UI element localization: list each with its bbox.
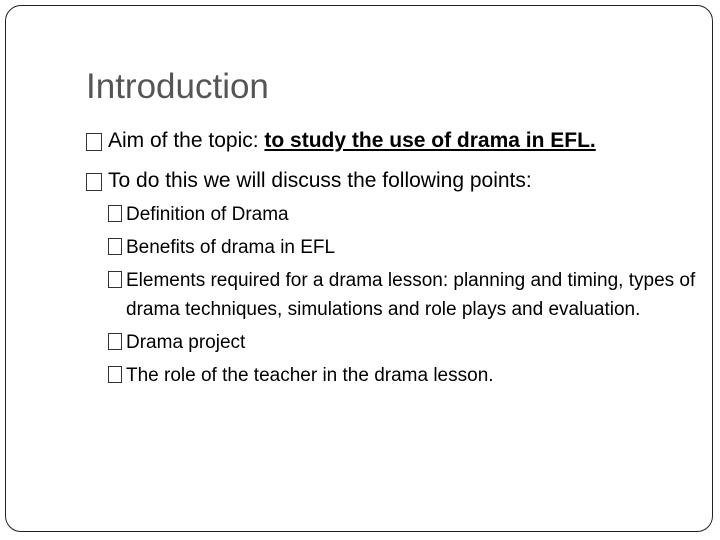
points-list <box>86 200 696 390</box>
intro-text: To do this we will discuss the following points: <box>108 169 532 192</box>
square-bullet-icon <box>108 205 122 222</box>
aim-highlight: to study the use of drama in EFL. <box>264 129 596 152</box>
square-bullet-icon <box>86 133 102 151</box>
square-bullet-icon <box>108 333 122 350</box>
square-bullet-icon <box>108 366 122 383</box>
square-bullet-icon <box>108 271 122 288</box>
square-bullet-icon <box>86 173 102 191</box>
intro-bullet <box>86 166 696 196</box>
point-item <box>86 361 696 390</box>
point-item <box>86 233 696 262</box>
square-bullet-icon <box>108 238 122 255</box>
point-item <box>86 266 696 324</box>
aim-prefix: Aim of the topic: <box>108 129 265 152</box>
point-text: Definition of Drama <box>126 204 289 225</box>
point-text: Elements required for a drama lesson: planning and timing, types of drama techniques, simulations and role plays and evaluation. <box>126 270 696 320</box>
slide-body <box>86 126 696 394</box>
point-item <box>86 200 696 229</box>
point-text: Benefits of drama in EFL <box>126 237 336 258</box>
point-text: Drama project <box>126 332 246 353</box>
slide-frame <box>5 5 713 532</box>
point-item <box>86 328 696 357</box>
slide-title: Introduction <box>86 67 269 106</box>
aim-bullet <box>86 126 696 156</box>
point-text: The role of the teacher in the drama lesson. <box>126 365 494 386</box>
